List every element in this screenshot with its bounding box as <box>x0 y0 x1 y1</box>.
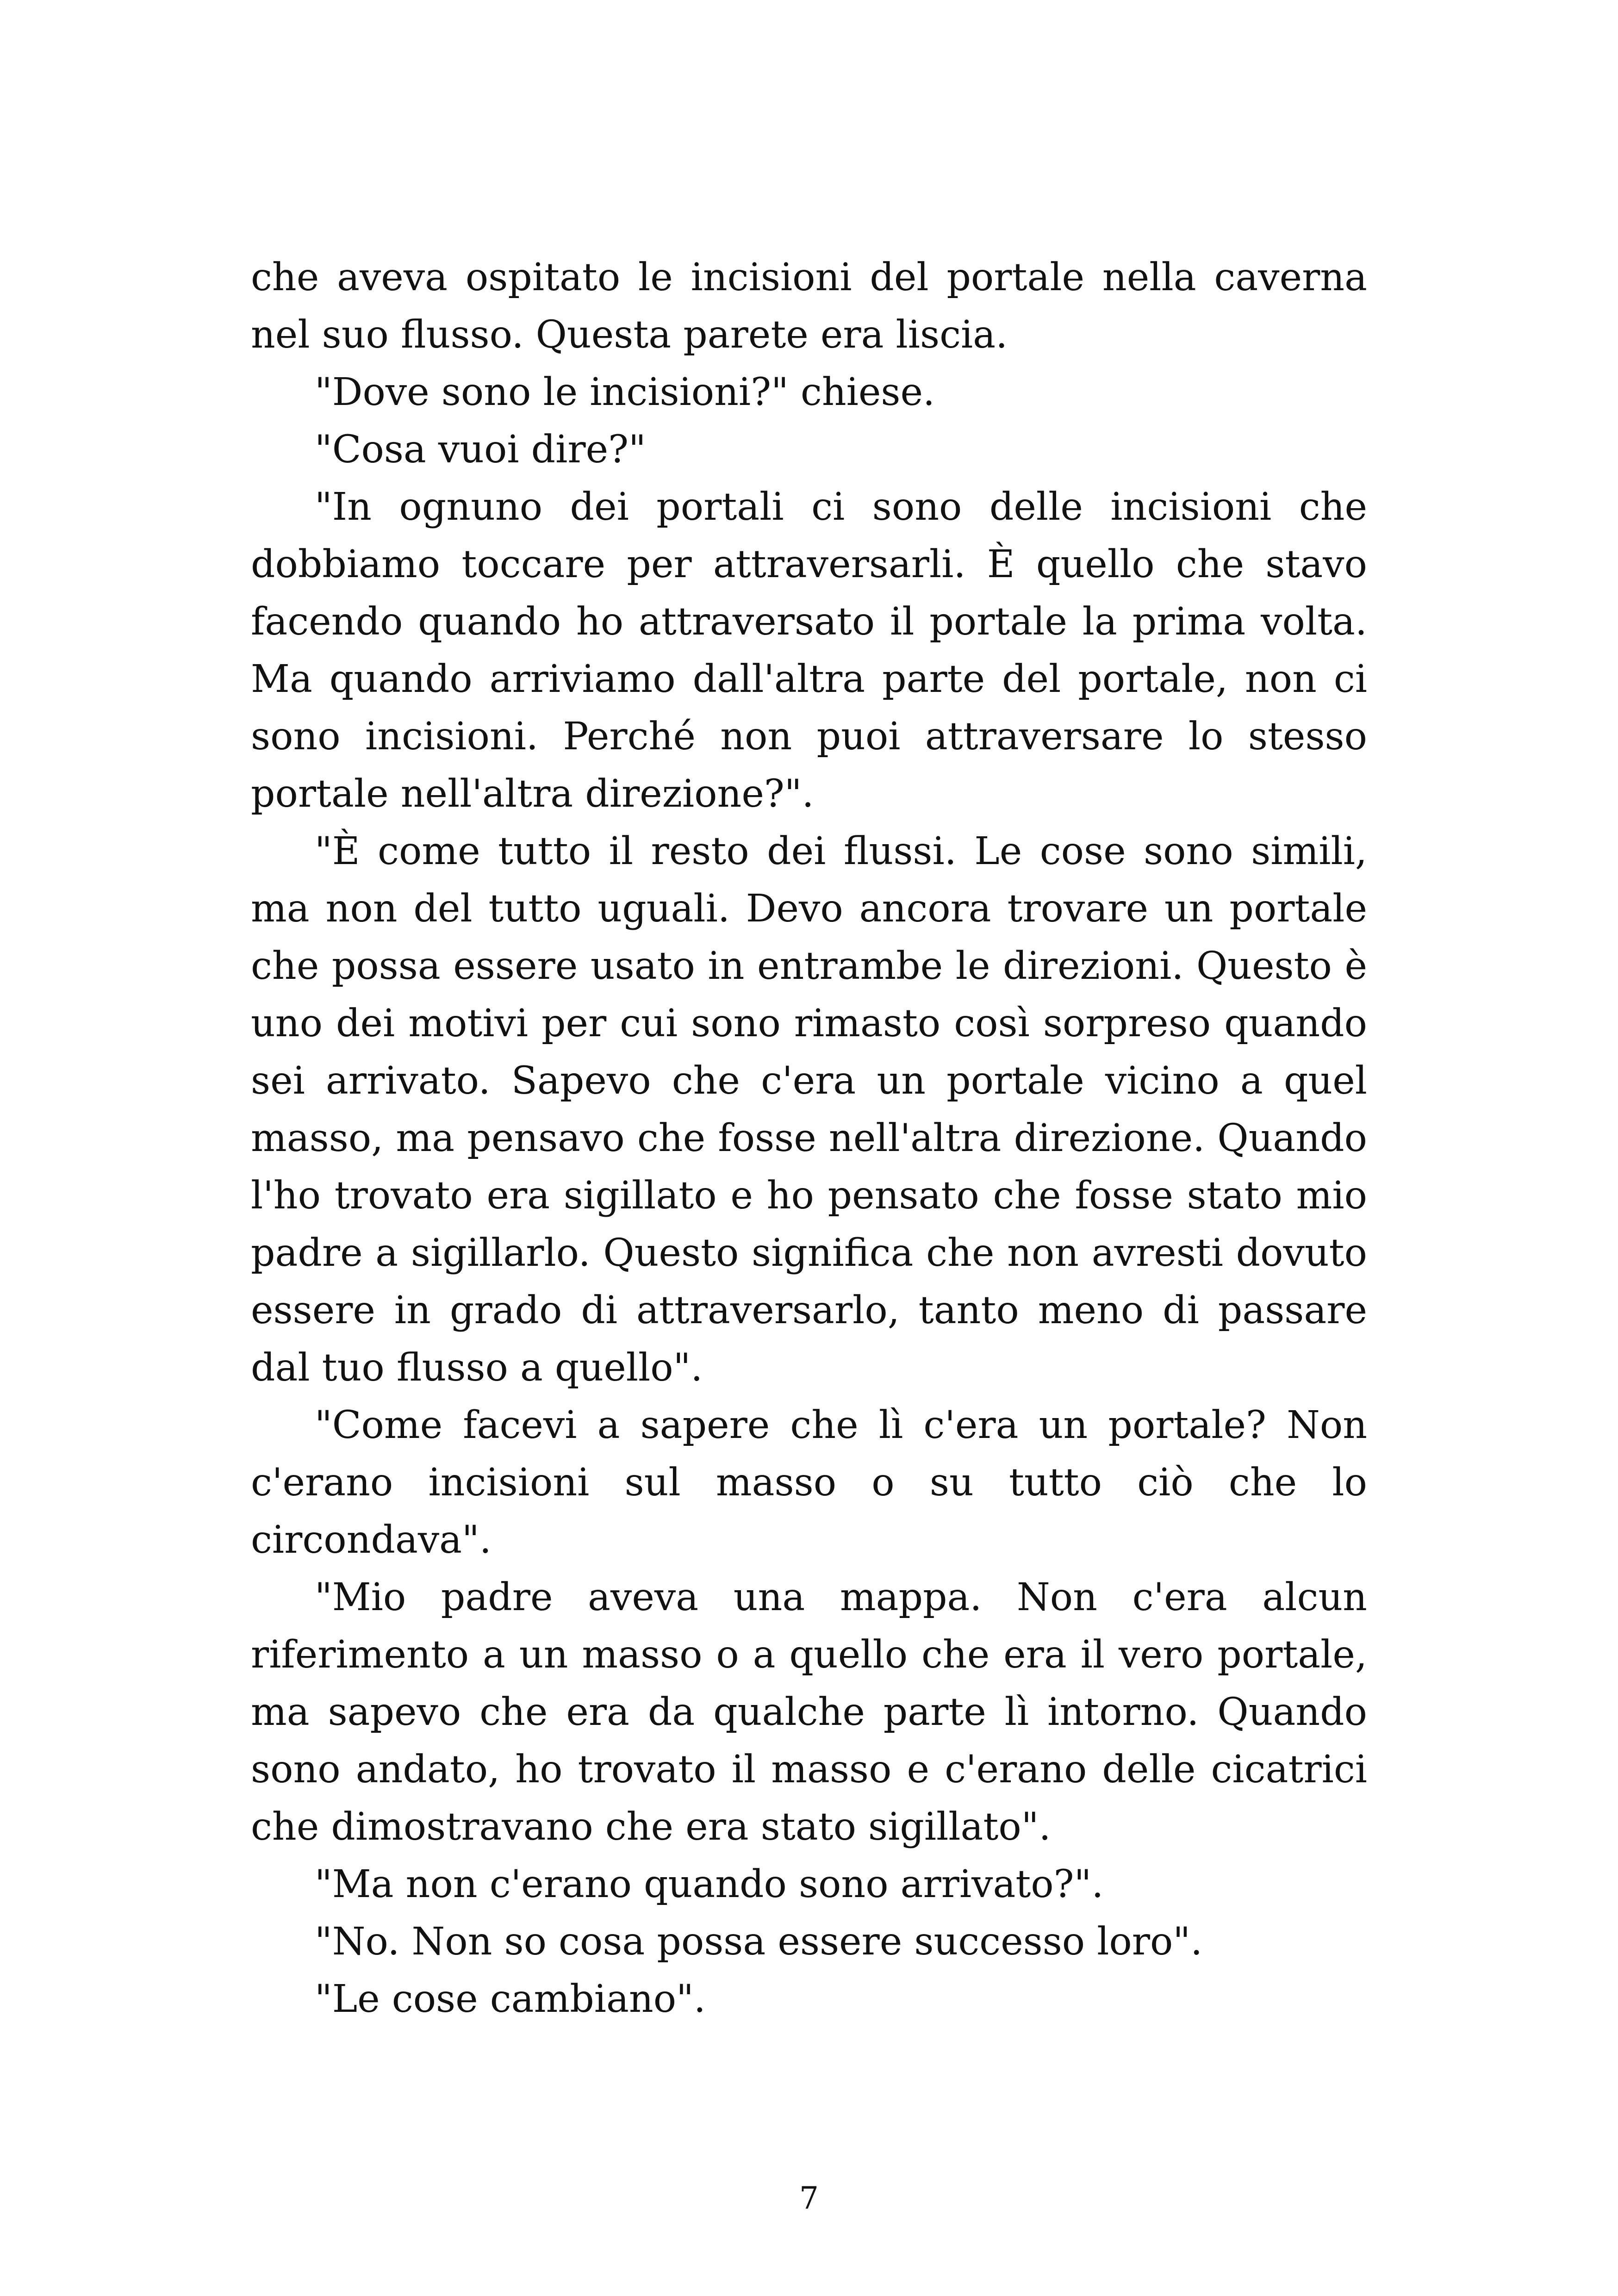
paragraph-dialogue: "No. Non so cosa possa essere successo loro". <box>315 1920 1203 1964</box>
paragraph-dialogue: "In ognuno dei portali ci sono delle incisioni che dobbiamo toccare per attraversarli. È quello che stavo facendo quando ho attraversato il portale la prima volta. Ma quando arriviamo dall'altra parte del portale, non ci sono incisioni. Perché non puoi attraversare lo stesso portale nell'altra direzione?". <box>251 485 1367 816</box>
paragraph-dialogue: "Ma non c'erano quando sono arrivato?". <box>315 1862 1104 1906</box>
paragraph-dialogue: "Come facevi a sapere che lì c'era un portale? Non c'erano incisioni sul masso o su tutto ciò che lo circondava". <box>251 1403 1367 1562</box>
paragraph-dialogue: "È come tutto il resto dei flussi. Le cose sono simili, ma non del tutto uguali. Devo ancora trovare un portale che possa essere usato in entrambe le direzioni. Questo è uno dei motivi per cui sono rimasto così sorpreso quando sei arrivato. Sapevo che c'era un portale vicino a quel masso, ma pensavo che fosse nell'altra direzione. Quando l'ho trovato era sigillato e ho pensato che fosse stato mio padre a sigillarlo. Questo significa che non avresti dovuto essere in grado di attraversarlo, tanto meno di passare dal tuo flusso a quello". <box>251 829 1367 1390</box>
page-number: 7 <box>799 2180 819 2216</box>
paragraph-continuation: che aveva ospitato le incisioni del portale nella caverna nel suo flusso. Questa parete era liscia. <box>251 255 1367 357</box>
paragraph-dialogue: "Cosa vuoi dire?" <box>315 428 646 472</box>
paragraph-dialogue: "Le cose cambiano". <box>315 1977 706 2021</box>
paragraph-dialogue: "Mio padre aveva una mappa. Non c'era alcun riferimento a un masso o a quello che era il vero portale, ma sapevo che era da qualche parte lì intorno. Quando sono andato, ho trovato il masso e c'erano delle cicatrici che dimostravano che era stato sigillato". <box>251 1575 1367 1849</box>
body-text <box>251 249 1367 2028</box>
paragraph-dialogue: "Dove sono le incisioni?" chiese. <box>315 370 935 414</box>
